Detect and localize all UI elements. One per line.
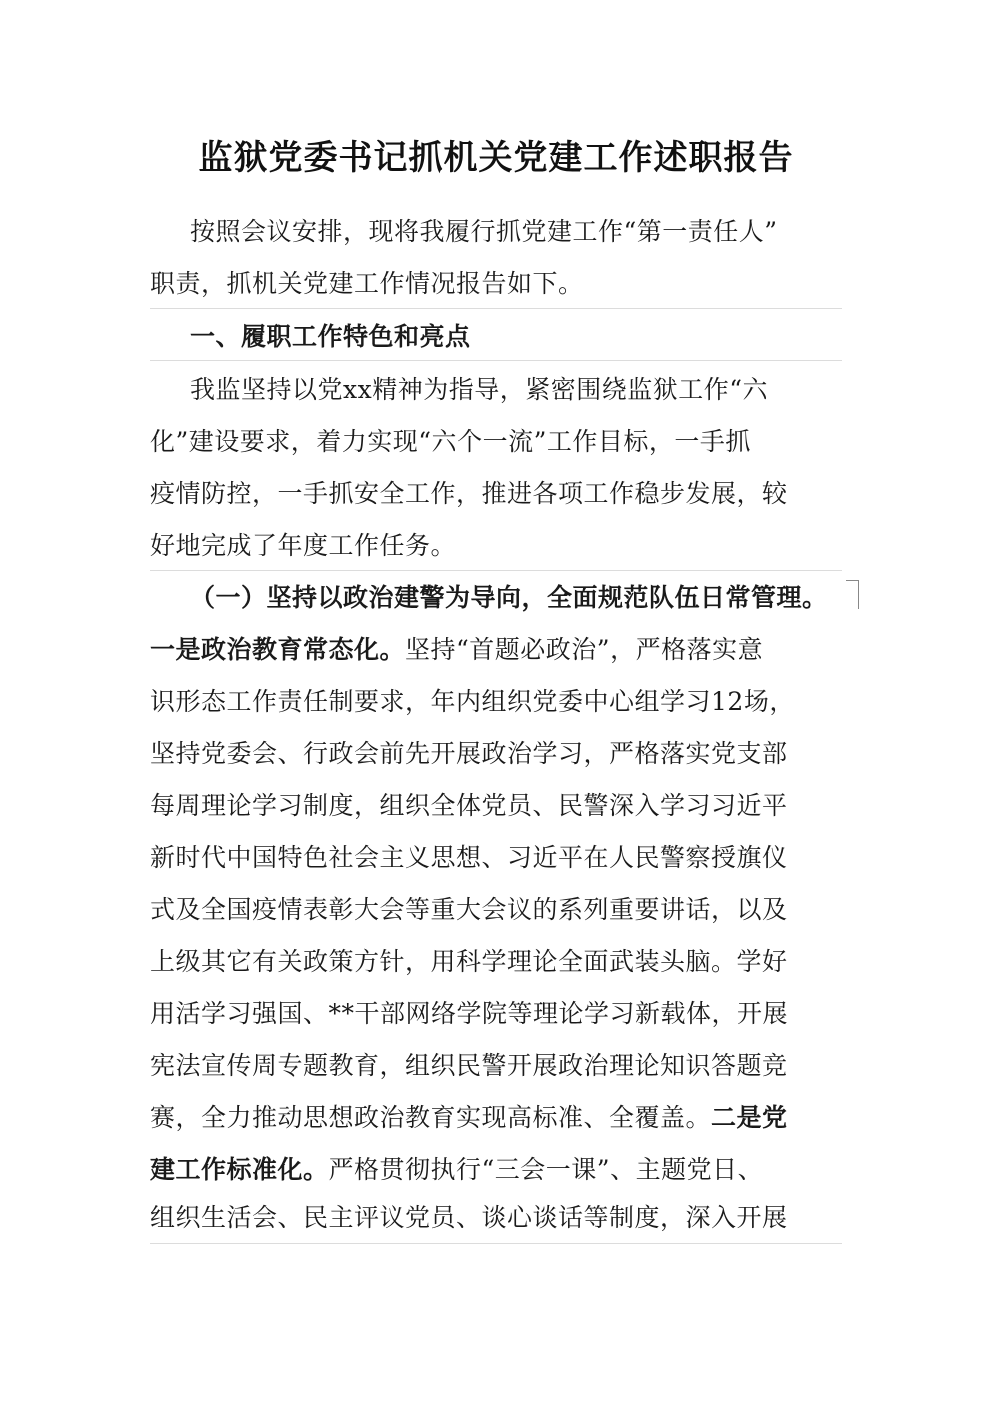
paragraph-line: 式及全国疫情表彰大会等重大会议的系列重要讲话，以及	[150, 895, 788, 924]
paragraph-line: 我监坚持以党xx精神为指导，紧密围绕监狱工作“六	[190, 375, 768, 404]
document-title: 监狱党委书记抓机关党建工作述职报告	[198, 138, 794, 178]
point-text: 严格贯彻执行“三会一课”、主题党日、	[328, 1155, 764, 1184]
paragraph-line: 上级其它有关政策方针，用科学理论全面武装头脑。学好	[150, 947, 788, 976]
section-heading: 一、履职工作特色和亮点	[190, 322, 471, 351]
paragraph-line: 每周理论学习制度，组织全体党员、民警深入学习习近平	[150, 791, 788, 820]
paragraph-line: 识形态工作责任制要求，年内组织党委中心组学习12场，	[150, 687, 795, 716]
line-text: 赛，全力推动思想政治教育实现高标准、全覆盖。	[150, 1103, 712, 1132]
intro-line-2: 职责，抓机关党建工作情况报告如下。	[150, 269, 584, 298]
point-label: 建工作标准化。	[150, 1155, 329, 1184]
divider	[150, 308, 842, 309]
paragraph-line	[150, 1092, 842, 1144]
divider	[150, 360, 842, 361]
paragraph-line: 用活学习强国、**干部网络学院等理论学习新载体，开展	[150, 999, 789, 1028]
paragraph-line	[150, 624, 842, 676]
paragraph-line: 宪法宣传周专题教育，组织民警开展政治理论知识答题竞	[150, 1051, 788, 1080]
paragraph-line: 疫情防控，一手抓安全工作，推进各项工作稳步发展，较	[150, 479, 788, 508]
paragraph-line	[150, 1144, 842, 1196]
paragraph-line: 好地完成了年度工作任务。	[150, 531, 457, 560]
paragraph-line: 组织生活会、民主评议党员、谈心谈话等制度，深入开展	[150, 1203, 788, 1232]
point-label: 一是政治教育常态化。	[150, 635, 406, 664]
point-label: 二是党	[711, 1103, 788, 1132]
divider	[150, 1243, 842, 1244]
intro-line-1: 按照会议安排，现将我履行抓党建工作“第一责任人”	[190, 217, 778, 246]
subsection-heading: （一）坚持以政治建警为导向，全面规范队伍日常管理。	[190, 583, 828, 612]
divider	[150, 570, 842, 571]
paragraph-line: 坚持党委会、行政会前先开展政治学习，严格落实党支部	[150, 739, 788, 768]
paragraph-line: 新时代中国特色社会主义思想、习近平在人民警察授旗仪	[150, 843, 788, 872]
paragraph-line: 化”建设要求，着力实现“六个一流”工作目标，一手抓	[150, 427, 751, 456]
point-text: 坚持“首题必政治”，严格落实意	[405, 635, 764, 664]
